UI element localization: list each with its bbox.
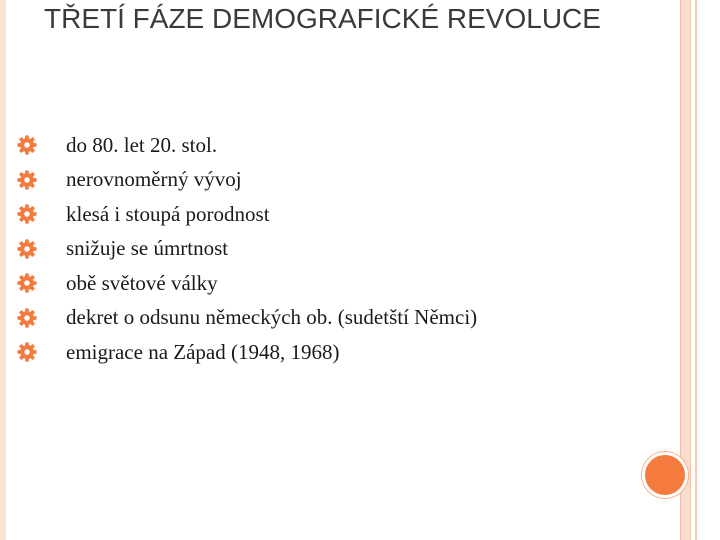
gear-icon — [16, 341, 38, 363]
left-decor-strip — [0, 0, 6, 540]
bullet-text: dekret o odsunu německých ob. (sudetští Němci) — [66, 305, 478, 330]
gear-icon — [16, 272, 38, 294]
bullet-text: nerovnoměrný vývoj — [66, 167, 242, 192]
gear-icon — [16, 238, 38, 260]
bullet-text: obě světové války — [66, 270, 218, 295]
decor-circle — [642, 452, 688, 498]
right-decor-line — [695, 0, 697, 540]
bullet-text: do 80. let 20. stol. — [66, 132, 218, 157]
gear-icon — [16, 169, 38, 191]
bullet-text: snižuje se úmrtnost — [66, 236, 229, 261]
list-item — [16, 128, 477, 163]
list-item — [16, 163, 477, 198]
list-item — [16, 335, 477, 370]
list-item — [16, 197, 477, 232]
list-item — [16, 301, 477, 336]
gear-icon — [16, 203, 38, 225]
bullet-text: klesá i stoupá porodnost — [66, 201, 270, 226]
gear-icon — [16, 307, 38, 329]
bullet-text: emigrace na Západ (1948, 1968) — [66, 339, 340, 364]
list-item — [16, 232, 477, 267]
slide-title: TŘETÍ FÁZE DEMOGRAFICKÉ REVOLUCE — [44, 3, 601, 34]
gear-icon — [16, 134, 38, 156]
list-item — [16, 266, 477, 301]
bullet-list — [16, 128, 477, 370]
